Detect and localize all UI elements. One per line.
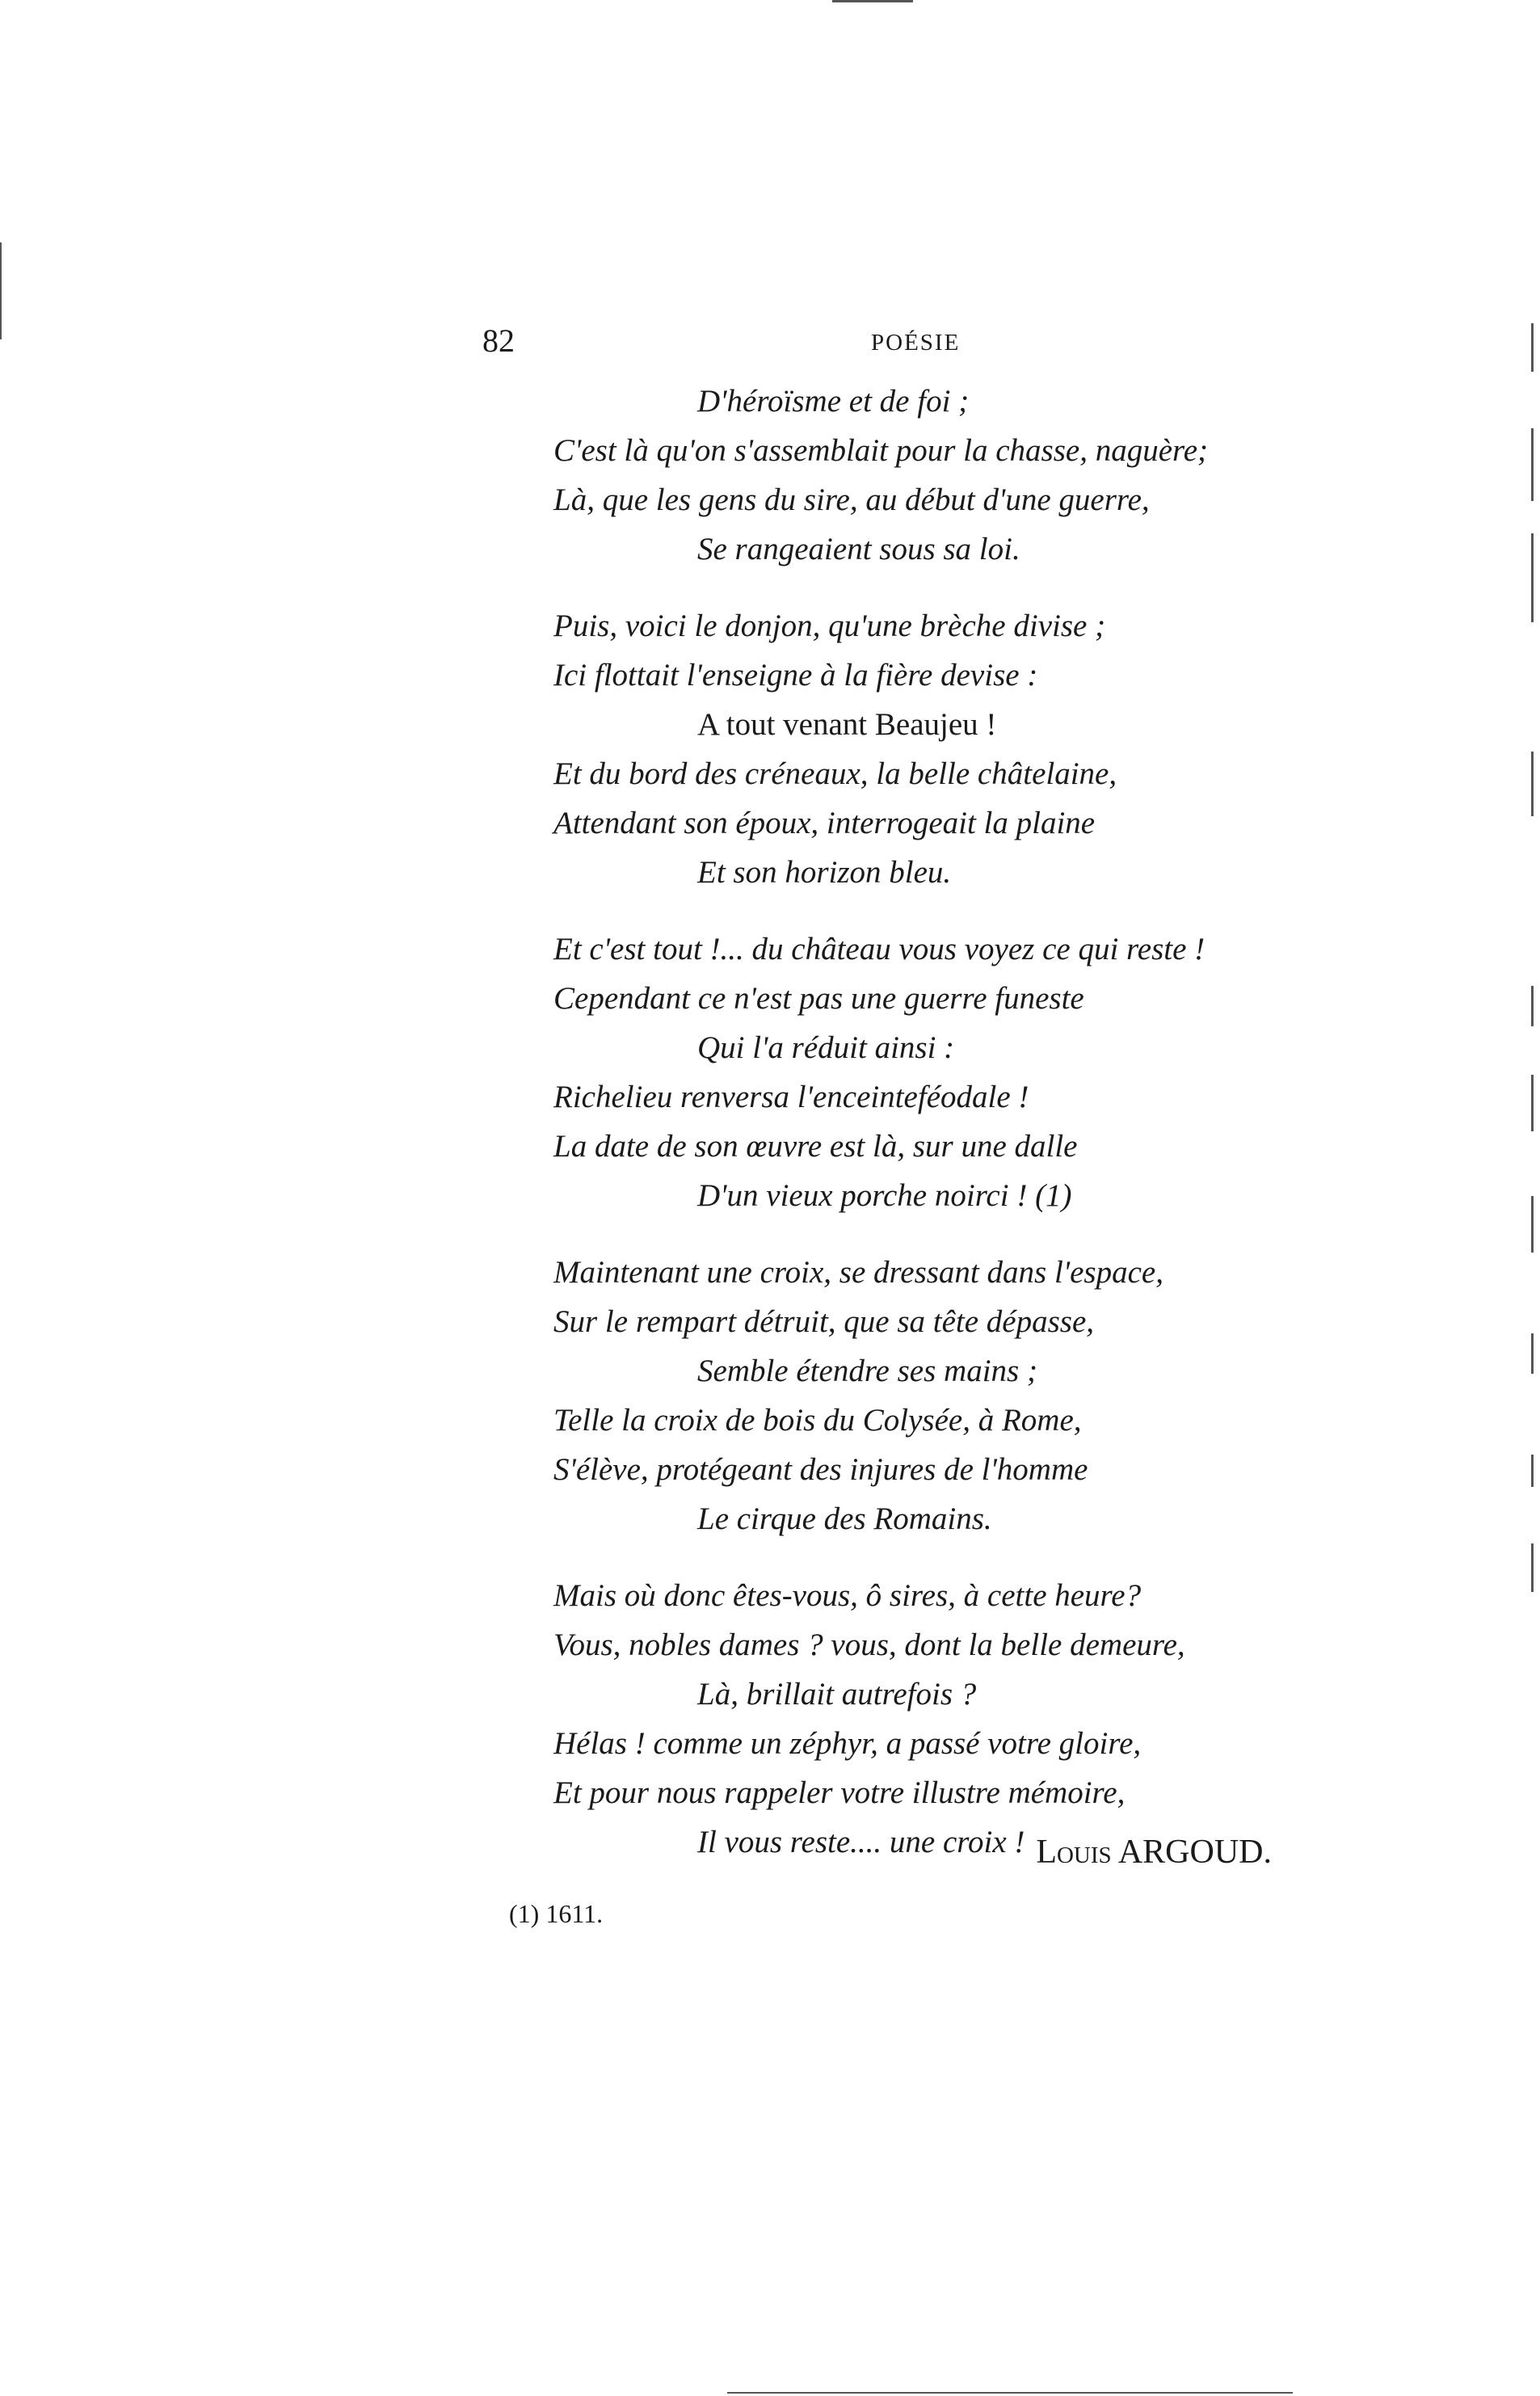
poem <box>553 377 1313 1894</box>
stanza <box>553 924 1313 1220</box>
verse-line: Puis, voici le donjon, qu'une brèche divise ; <box>553 608 1106 643</box>
scan-edge-mark <box>1531 428 1534 501</box>
author-first-name: Louis <box>1036 1834 1112 1871</box>
verse-line: Telle la croix de bois du Colysée, à Rome, <box>553 1403 1082 1438</box>
author-last-name: ARGOUD. <box>1117 1834 1272 1871</box>
verse-line: D'un vieux porche noirci ! (1) <box>697 1178 1072 1213</box>
verse-line: Maintenant une croix, se dressant dans l'espace, <box>553 1255 1163 1290</box>
verse-line: Sur le rempart détruit, que sa tête dépasse, <box>553 1304 1095 1339</box>
verse-line: Se rangeaient sous sa loi. <box>697 532 1020 566</box>
scan-top-mark <box>832 0 913 2</box>
scan-edge-mark <box>1531 986 1534 1026</box>
verse-line: A tout venant Beaujeu ! <box>697 707 997 742</box>
running-title: POÉSIE <box>871 330 961 356</box>
verse-line: Qui l'a réduit ainsi : <box>697 1030 955 1065</box>
verse-line: Richelieu renversa l'enceinteféodale ! <box>553 1080 1029 1114</box>
verse-line: Le cirque des Romains. <box>697 1501 992 1536</box>
verse-line: Et c'est tout !... du château vous voyez ce qui reste ! <box>553 932 1205 966</box>
author-signature <box>1036 1833 1272 1872</box>
scan-edge-mark <box>1531 1543 1534 1592</box>
verse-line: S'élève, protégeant des injures de l'homme <box>553 1452 1088 1487</box>
verse-line: Cependant ce n'est pas une guerre funeste <box>553 981 1084 1016</box>
footnote: (1) 1611. <box>509 1899 604 1928</box>
verse-line: Semble étendre ses mains ; <box>697 1354 1037 1388</box>
scan-edge-mark <box>1531 1196 1534 1253</box>
verse-line: Mais où donc êtes-vous, ô sires, à cette heure? <box>553 1578 1142 1613</box>
verse-line: Ici flottait l'enseigne à la fière devise : <box>553 658 1038 693</box>
verse-line: Il vous reste.... une croix ! <box>697 1825 1025 1859</box>
page-number: 82 <box>482 322 515 359</box>
verse-line: Et du bord des créneaux, la belle châtelaine, <box>553 756 1117 791</box>
scan-edge-mark <box>1531 1333 1534 1374</box>
scan-bottom-mark <box>727 2392 1293 2394</box>
verse-line: La date de son œuvre est là, sur une dalle <box>553 1129 1078 1164</box>
verse-line: Et son horizon bleu. <box>697 855 952 890</box>
scan-edge-mark <box>1531 1455 1534 1487</box>
stanza <box>553 1571 1313 1867</box>
stanza <box>553 601 1313 897</box>
scan-edge-mark <box>1531 1075 1534 1131</box>
verse-line: Là, brillait autrefois ? <box>697 1677 977 1712</box>
scan-edge-mark <box>1531 323 1534 372</box>
verse-line: Et pour nous rappeler votre illustre mémoire, <box>553 1775 1126 1810</box>
stanza <box>553 377 1313 574</box>
verse-line: Là, que les gens du sire, au début d'une guerre, <box>553 482 1150 517</box>
verse-line: Vous, nobles dames ? vous, dont la belle demeure, <box>553 1628 1185 1662</box>
verse-line: Attendant son époux, interrogeait la plaine <box>553 806 1096 840</box>
verse-line: C'est là qu'on s'assemblait pour la chasse, naguère; <box>553 433 1209 468</box>
scan-edge-mark <box>1531 752 1534 816</box>
stanza <box>553 1248 1313 1543</box>
scan-edge-mark <box>1531 533 1534 622</box>
verse-line: Hélas ! comme un zéphyr, a passé votre gloire, <box>553 1726 1142 1761</box>
verse-line: D'héroïsme et de foi ; <box>697 384 970 419</box>
scan-edge-mark <box>0 242 2 339</box>
